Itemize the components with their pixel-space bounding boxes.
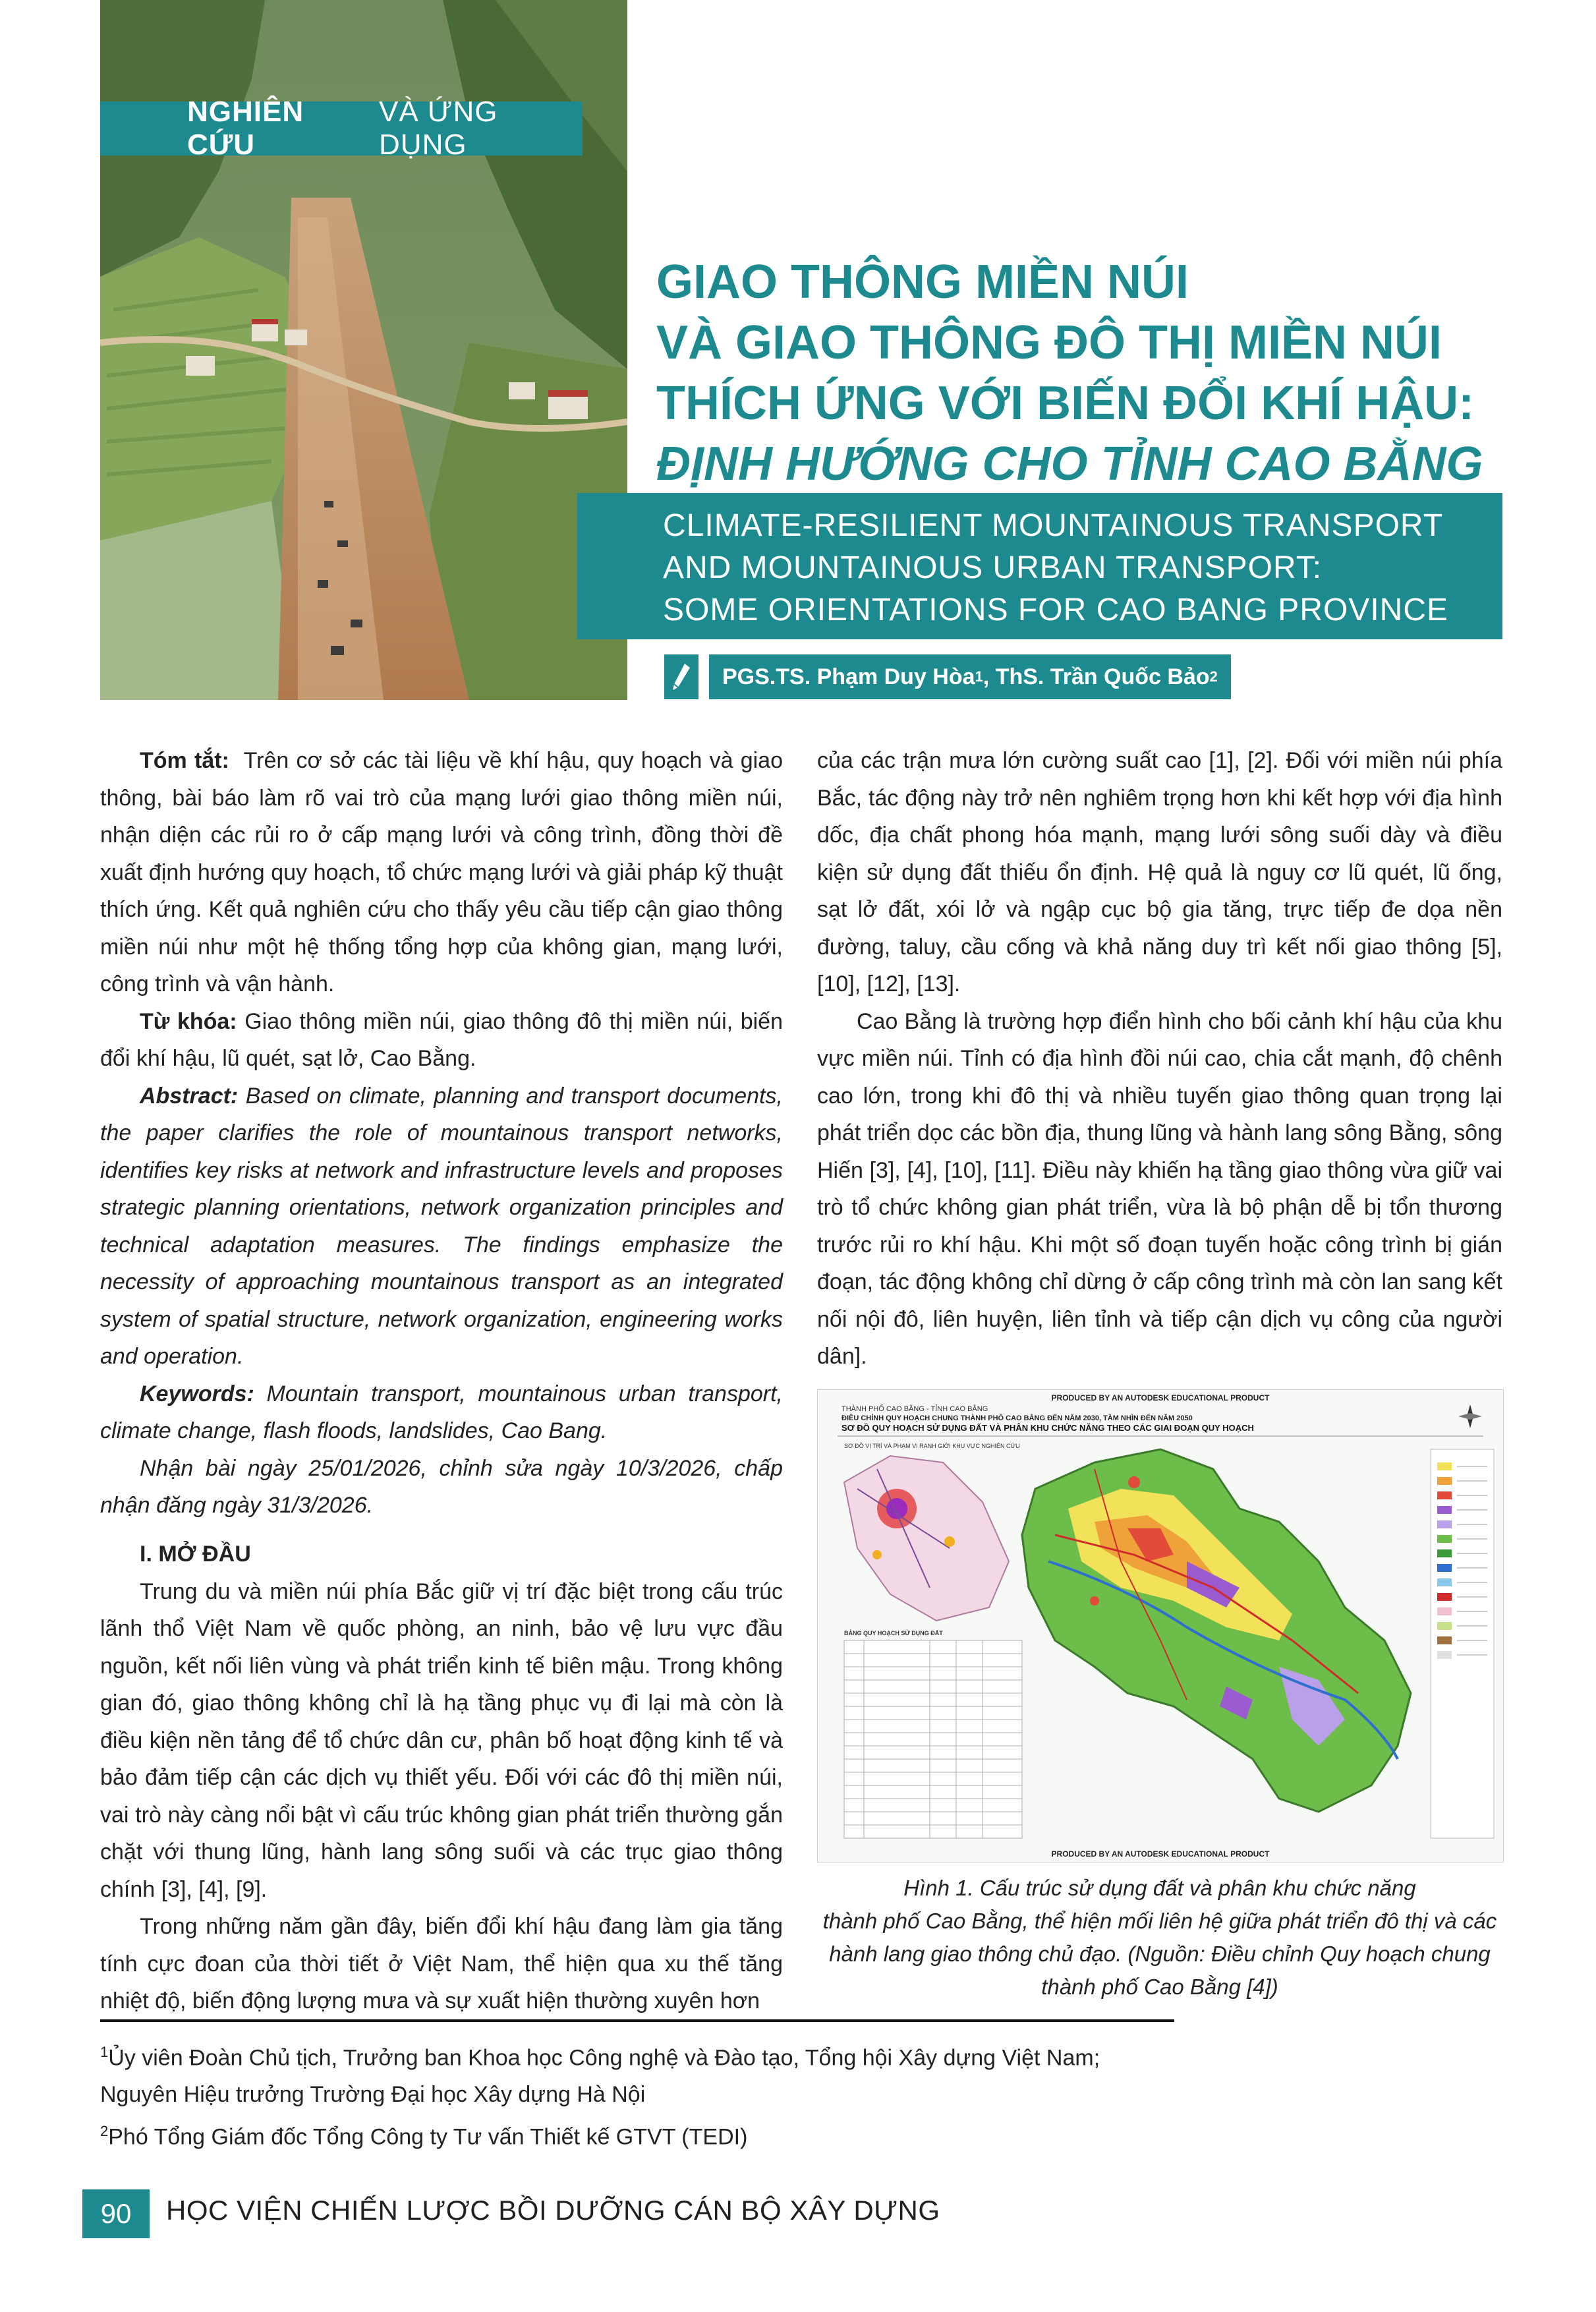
author-1: PGS.TS. Phạm Duy Hòa (722, 664, 975, 689)
keywords-en-text: Mountain transport, mountainous urban transport, climate change, flash floods, landslides, Cao Bang. (100, 1381, 783, 1443)
footnote-1-continued: Nguyên Hiệu trưởng Trường Đại học Xây dựng Hà Nội (100, 2082, 646, 2108)
figure-title-1: ĐIỀU CHỈNH QUY HOẠCH CHUNG THÀNH PHỐ CAO BẰNG ĐẾN NĂM 2030, TẦM NHÌN ĐẾN NĂM 2050 (841, 1414, 1193, 1422)
keywords-vi (100, 1003, 783, 1078)
title-vi-line-4: ĐỊNH HƯỚNG CHO TỈNH CAO BẰNG (656, 438, 1483, 490)
author-bar (664, 654, 1244, 699)
abstract-vi (100, 742, 783, 1003)
title-en-line-1: CLIMATE-RESILIENT MOUNTAINOUS TRANSPORT (663, 508, 1444, 543)
footnote-divider (100, 2019, 1174, 2022)
intro-column (100, 1536, 783, 2020)
abstract-vi-text: Trên cơ sở các tài liệu về khí hậu, quy hoạch và giao thông, bài báo làm rõ vai trò của mạng lưới giao thông miền núi, nhận diện các rủi ro ở cấp mạng lưới và công trình, đồng thời đề xuất định hướng quy hoạch, tổ chức mạng lưới và giải pháp kỹ thuật thích ứng. Kết quả nghiên cứu cho thấy yêu cầu tiếp cận giao thông miền núi như một hệ thống tổng hợp của không gian, mạng lưới, công trình và vận hành. (100, 748, 783, 997)
figure-caption (817, 1872, 1502, 2004)
author-1-affiliation: 1 (975, 668, 983, 685)
right-paragraph-2: Cao Bằng là trường hợp điển hình cho bối cảnh khí hậu của khu vực miền núi. Tỉnh có địa hình đồi núi cao, chia cắt mạnh, độ chênh cao lớn, trong khi đô thị và nhiều tuyến giao thông quan trọng lại phát triển dọc các bồn địa, thung lũng và hành lang sông Bằng, sông Hiến [3], [4], [10], [11]. Điều này khiến hạ tầng giao thông vừa giữ vai trò tổ chức không gian phát triển, vừa là bộ phận dễ bị tổn thương trước rủi ro khí hậu. Khi một số đoạn tuyến hoặc công trình bị gián đoạn, tác động không chỉ dừng ở cấp công trình mà còn lan sang kết nối nội đô, liên huyện, liên tỉnh và tiếp cận dịch vụ công của người dân]. (817, 1008, 1502, 1369)
title-vi-line-2: VÀ GIAO THÔNG ĐÔ THỊ MIỀN NÚI (656, 316, 1442, 369)
abstract-vi-label: Tóm tắt: (140, 748, 229, 773)
footnotes (100, 2034, 1220, 2156)
land-use-table (844, 1640, 1022, 1838)
right-column (817, 742, 1502, 1375)
footnote-1 (100, 2034, 1220, 2076)
land-use-table-label: BẢNG QUY HOẠCH SỬ DỤNG ĐẤT (844, 1630, 943, 1636)
figure-caption-line-1: Hình 1. Cấu trúc sử dụng đất và phân khu chức năng (903, 1876, 1416, 1900)
footnote-2 (100, 2113, 1220, 2155)
footnote-1-marker: 1 (100, 2044, 109, 2060)
author-names (709, 654, 1231, 699)
left-column (100, 742, 783, 1524)
received-dates: Nhận bài ngày 25/01/2026, chỉnh sửa ngày 10/3/2026, chấp nhận đăng ngày 31/3/2026. (100, 1455, 783, 1518)
section-heading-intro: I. MỞ ĐẦU (140, 1542, 251, 1567)
keywords-en-label: Keywords: (140, 1381, 254, 1406)
figure-bottom-banner: PRODUCED BY AN AUTODESK EDUCATIONAL PRODUCT (1051, 1849, 1270, 1859)
figure-planning-map (817, 1389, 1504, 1863)
figure-caption-line-3: hành lang giao thông chủ đạo. (Nguồn: Điều chỉnh Quy hoạch chung (829, 1942, 1491, 1966)
inset-map-label: SƠ ĐỒ VỊ TRÍ VÀ PHẠM VI RANH GIỚI KHU VỰC NGHIÊN CỨU (844, 1443, 1020, 1449)
intro-paragraph-1: Trung du và miền núi phía Bắc giữ vị trí đặc biệt trong cấu trúc lãnh thổ Việt Nam về quốc phòng, an ninh, bảo vệ lưu vực đầu nguồn, kết nối liên vùng và phát triển kinh tế biên mậu. Trong không gian đó, giao thông không chỉ là hạ tầng phục vụ đi lại mà còn là điều kiện nền tảng để tổ chức dân cư, phân bố hoạt động kinh tế và bảo đảm tiếp cận các dịch vụ thiết yếu. Đối với các đô thị miền núi, vai trò này càng nổi bật vì cấu trúc không gian phát triển thường gắn chặt với thung lũng, hành lang sông suối và các trục giao thông chính [3], [4], [9]. (100, 1578, 783, 1902)
footnote-2-text: Phó Tổng Giám đốc Tổng Công ty Tư vấn Thiết kế GTVT (TEDI) (108, 2124, 748, 2150)
author-2-affiliation: 2 (1209, 668, 1218, 685)
keywords-en (100, 1375, 783, 1450)
article-title-vi (656, 252, 1546, 494)
abstract-en-label: Abstract: (140, 1083, 239, 1109)
figure-caption-line-4: thành phố Cao Bằng [4]) (1041, 1975, 1278, 1999)
right-paragraph-1: của các trận mưa lớn cường suất cao [1], [2]. Đối với miền núi phía Bắc, tác động này trở nên nghiêm trọng hơn khi kết hợp với địa hình dốc, địa chất phong hóa mạnh, mạng lưới sông suối dày và điều kiện sử dụng đất thiếu ổn định. Hệ quả là nguy cơ lũ quét, lũ ống, sạt lở đất, xói lở và ngập cục bộ gia tăng, trực tiếp đe dọa nền đường, taluy, cầu cống và khả năng duy trì kết nối giao thông [5], [10], [12], [13]. (817, 748, 1502, 997)
page-number: 90 (82, 2189, 150, 2238)
keywords-vi-label: Từ khóa: (140, 1008, 237, 1034)
section-tag-regular: VÀ ỨNG DỤNG (379, 96, 498, 161)
section-tag (100, 96, 583, 161)
map-legend (1431, 1449, 1494, 1838)
title-en-line-3: SOME ORIENTATIONS FOR CAO BANG PROVINCE (663, 592, 1449, 627)
figure-top-banner: PRODUCED BY AN AUTODESK EDUCATIONAL PRODUCT (1051, 1393, 1270, 1402)
figure-caption-line-2: thành phố Cao Bằng, thể hiện mối liên hệ giữa phát triển đô thị và các (822, 1909, 1497, 1933)
abstract-en-text: Based on climate, planning and transport documents, the paper clarifies the role of mountainous transport networks, identifies key risks at network and infrastructure levels and proposes strategic planning orientations, network organization principles and technical adaptation measures. The findings emphasize the necessity of approaching mountainous transport as an integrated system of spatial structure, network organization, engineering works and operation. (100, 1083, 783, 1369)
intro-paragraph-2: Trong những năm gần đây, biến đổi khí hậu đang làm gia tăng tính cực đoan của thời tiết ở Việt Nam, thể hiện qua xu thế tăng nhiệt độ, biến động lượng mưa và sự xuất hiện thường xuyên hơn (100, 1914, 783, 2013)
footnote-2-marker: 2 (100, 2123, 109, 2140)
title-en-line-2: AND MOUNTAINOUS URBAN TRANSPORT: (663, 550, 1323, 585)
figure-org: THÀNH PHỐ CAO BẰNG - TỈNH CAO BẰNG (841, 1405, 988, 1413)
footnote-1-text-a: Ủy viên Đoàn Chủ tịch, Trưởng ban Khoa học Công nghệ và Đào tạo, Tổng hội Xây dựng Việt Nam; (108, 2045, 1100, 2071)
figure-title-2: SƠ ĐỒ QUY HOẠCH SỬ DỤNG ĐẤT VÀ PHÂN KHU CHỨC NĂNG THEO CÁC GIAI ĐOẠN QUY HOẠCH (841, 1423, 1254, 1433)
keywords-vi-text: Giao thông miền núi, giao thông đô thị miền núi, biến đổi khí hậu, lũ quét, sạt lở, Cao Bằng. (100, 1008, 784, 1071)
journal-name: HỌC VIỆN CHIẾN LƯỢC BỒI DƯỠNG CÁN BỘ XÂY DỰNG (166, 2195, 940, 2226)
author-2: ThS. Trần Quốc Bảo (995, 664, 1210, 689)
pen-icon (664, 654, 698, 699)
author-separator: , (983, 664, 996, 689)
title-vi-line-3: THÍCH ỨNG VỚI BIẾN ĐỔI KHÍ HẬU: (656, 377, 1475, 430)
section-tag-bold: NGHIÊN CỨU (187, 96, 304, 161)
abstract-en (100, 1078, 783, 1375)
title-vi-line-1: GIAO THÔNG MIỀN NÚI (656, 256, 1189, 308)
article-title-en (577, 493, 1502, 639)
